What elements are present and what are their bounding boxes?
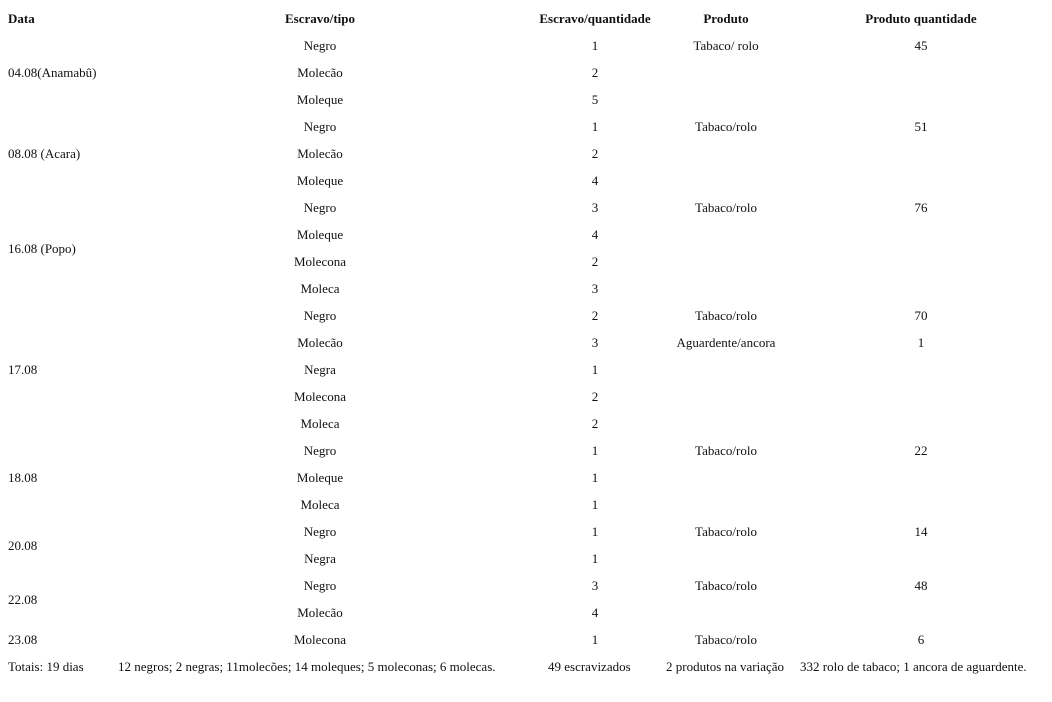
totals-product-variety: 2 produtos na variação	[666, 659, 785, 674]
product-cell	[662, 356, 790, 383]
slave-type-cell: Moleca	[300, 416, 340, 431]
product-cell: Tabaco/rolo	[695, 524, 757, 539]
slave-quantity-cell: 2	[591, 146, 599, 161]
table-row	[4, 491, 1052, 518]
product-cell	[662, 410, 790, 437]
product-quantity-cell	[790, 275, 1052, 302]
slave-type-cell: Molecão	[297, 146, 343, 161]
table-row	[4, 248, 1052, 275]
table-row	[4, 383, 1052, 410]
header-date: Data	[8, 11, 35, 26]
product-cell: Tabaco/rolo	[695, 308, 757, 323]
slave-type-cell: Negra	[304, 362, 336, 377]
product-quantity-cell	[790, 167, 1052, 194]
product-quantity-cell: 6	[917, 632, 925, 647]
slave-type-cell: Molecona	[294, 254, 346, 269]
table-body	[4, 32, 1052, 653]
table-row	[4, 221, 1052, 248]
product-quantity-cell	[790, 86, 1052, 113]
date-cell: 22.08	[8, 591, 38, 607]
table-row	[4, 140, 1052, 167]
table-row	[4, 113, 1052, 140]
product-cell	[662, 464, 790, 491]
slave-type-cell: Negro	[303, 119, 337, 134]
slave-type-cell: Moleque	[296, 173, 344, 188]
date-cell: 08.08 (Acara)	[8, 146, 81, 161]
product-quantity-cell	[790, 59, 1052, 86]
slave-type-cell: Moleca	[300, 281, 340, 296]
product-quantity-cell	[790, 491, 1052, 518]
table-row	[4, 86, 1052, 113]
table-row	[4, 329, 1052, 356]
product-quantity-cell: 76	[914, 200, 928, 215]
table-row	[4, 599, 1052, 626]
slave-quantity-cell: 2	[591, 65, 599, 80]
totals-date: Totais: 19 dias	[8, 659, 84, 674]
slave-quantity-cell: 4	[591, 227, 599, 242]
date-cell: 20.08	[8, 537, 38, 553]
product-quantity-cell	[790, 545, 1052, 572]
slave-type-cell: Negro	[303, 200, 337, 215]
slave-quantity-cell: 1	[591, 524, 599, 539]
slave-quantity-cell: 2	[591, 254, 599, 269]
product-cell	[662, 545, 790, 572]
slave-type-cell: Moleque	[296, 470, 344, 485]
product-cell	[662, 221, 790, 248]
slave-quantity-cell: 1	[591, 362, 599, 377]
product-cell	[662, 86, 790, 113]
slave-type-cell: Negro	[303, 38, 337, 53]
product-quantity-cell	[790, 464, 1052, 491]
product-cell	[662, 383, 790, 410]
table-row	[4, 410, 1052, 437]
slave-type-cell: Moleque	[296, 92, 344, 107]
slave-type-cell: Negro	[303, 524, 337, 539]
product-quantity-cell: 51	[914, 119, 928, 134]
slave-quantity-cell: 2	[591, 308, 599, 323]
product-quantity-cell: 45	[914, 38, 928, 53]
date-cell: 16.08 (Popo)	[8, 240, 76, 256]
product-quantity-cell	[790, 599, 1052, 626]
slave-type-cell: Molecona	[294, 632, 346, 647]
slave-type-cell: Negro	[303, 443, 337, 458]
header-slave-type: Escravo/tipo	[284, 11, 356, 26]
product-quantity-cell: 22	[914, 443, 928, 458]
date-cell: 18.08	[8, 470, 38, 485]
date-cell: 17.08	[8, 362, 38, 377]
product-cell: Tabaco/rolo	[695, 200, 757, 215]
slave-trade-table	[4, 5, 1052, 680]
table-row	[4, 356, 1052, 383]
slave-quantity-cell: 4	[591, 605, 599, 620]
slave-type-cell: Moleque	[296, 227, 344, 242]
slave-quantity-cell: 3	[591, 335, 599, 350]
product-quantity-cell: 48	[914, 578, 928, 593]
table-row	[4, 518, 1052, 545]
product-cell	[662, 140, 790, 167]
product-cell: Tabaco/rolo	[695, 119, 757, 134]
slave-quantity-cell: 1	[591, 632, 599, 647]
slave-type-cell: Negro	[303, 308, 337, 323]
table-row	[4, 545, 1052, 572]
product-cell	[662, 599, 790, 626]
product-quantity-cell	[790, 248, 1052, 275]
product-cell: Tabaco/rolo	[695, 578, 757, 593]
table-row	[4, 59, 1052, 86]
slave-quantity-cell: 1	[591, 443, 599, 458]
product-quantity-cell	[790, 356, 1052, 383]
slave-quantity-cell: 5	[591, 92, 599, 107]
product-quantity-cell	[790, 140, 1052, 167]
table-row	[4, 572, 1052, 599]
slave-type-cell: Negra	[304, 551, 336, 566]
slave-quantity-cell: 4	[591, 173, 599, 188]
product-cell	[662, 167, 790, 194]
slave-type-cell: Molecona	[294, 389, 346, 404]
product-cell	[662, 248, 790, 275]
slave-quantity-cell: 1	[591, 497, 599, 512]
table-row	[4, 437, 1052, 464]
product-quantity-cell: 14	[914, 524, 928, 539]
product-cell: Aguardente/ancora	[676, 335, 776, 350]
totals-product-amounts: 332 rolo de tabaco; 1 ancora de aguardente.	[800, 659, 1027, 674]
slave-type-cell: Molecão	[297, 335, 343, 350]
product-cell: Tabaco/ rolo	[693, 38, 759, 53]
slave-type-cell: Molecão	[297, 65, 343, 80]
header-product-quantity: Produto quantidade	[865, 11, 977, 26]
slave-quantity-cell: 1	[591, 551, 599, 566]
product-quantity-cell: 1	[917, 335, 925, 350]
slave-quantity-cell: 2	[591, 389, 599, 404]
slave-quantity-cell: 3	[591, 578, 599, 593]
slave-type-cell: Molecão	[297, 605, 343, 620]
table-row	[4, 194, 1052, 221]
table-row	[4, 167, 1052, 194]
table-row	[4, 626, 1052, 653]
date-cell: 23.08	[8, 632, 38, 647]
table-row	[4, 302, 1052, 329]
header-product: Produto	[703, 11, 749, 26]
table-row	[4, 464, 1052, 491]
product-cell: Tabaco/rolo	[695, 443, 757, 458]
slave-quantity-cell: 3	[591, 200, 599, 215]
totals-slave-types: 12 negros; 2 negras; 11molecões; 14 moleques; 5 moleconas; 6 molecas.	[118, 659, 496, 674]
product-quantity-cell: 70	[914, 308, 928, 323]
slave-quantity-cell: 1	[591, 119, 599, 134]
product-cell	[662, 59, 790, 86]
slave-type-cell: Negro	[303, 578, 337, 593]
table-row	[4, 275, 1052, 302]
header-row	[4, 5, 1052, 32]
slave-quantity-cell: 1	[591, 38, 599, 53]
slave-quantity-cell: 2	[591, 416, 599, 431]
totals-row	[4, 653, 1052, 680]
product-quantity-cell	[790, 383, 1052, 410]
product-cell	[662, 275, 790, 302]
product-quantity-cell	[790, 410, 1052, 437]
header-slave-quantity: Escravo/quantidade	[539, 11, 651, 26]
product-quantity-cell	[790, 221, 1052, 248]
product-cell: Tabaco/rolo	[695, 632, 757, 647]
table-row	[4, 32, 1052, 59]
product-cell	[662, 491, 790, 518]
slave-type-cell: Moleca	[300, 497, 340, 512]
date-cell: 04.08(Anamabû)	[8, 65, 97, 80]
totals-slave-count: 49 escravizados	[548, 659, 631, 674]
slave-quantity-cell: 1	[591, 470, 599, 485]
slave-quantity-cell: 3	[591, 281, 599, 296]
